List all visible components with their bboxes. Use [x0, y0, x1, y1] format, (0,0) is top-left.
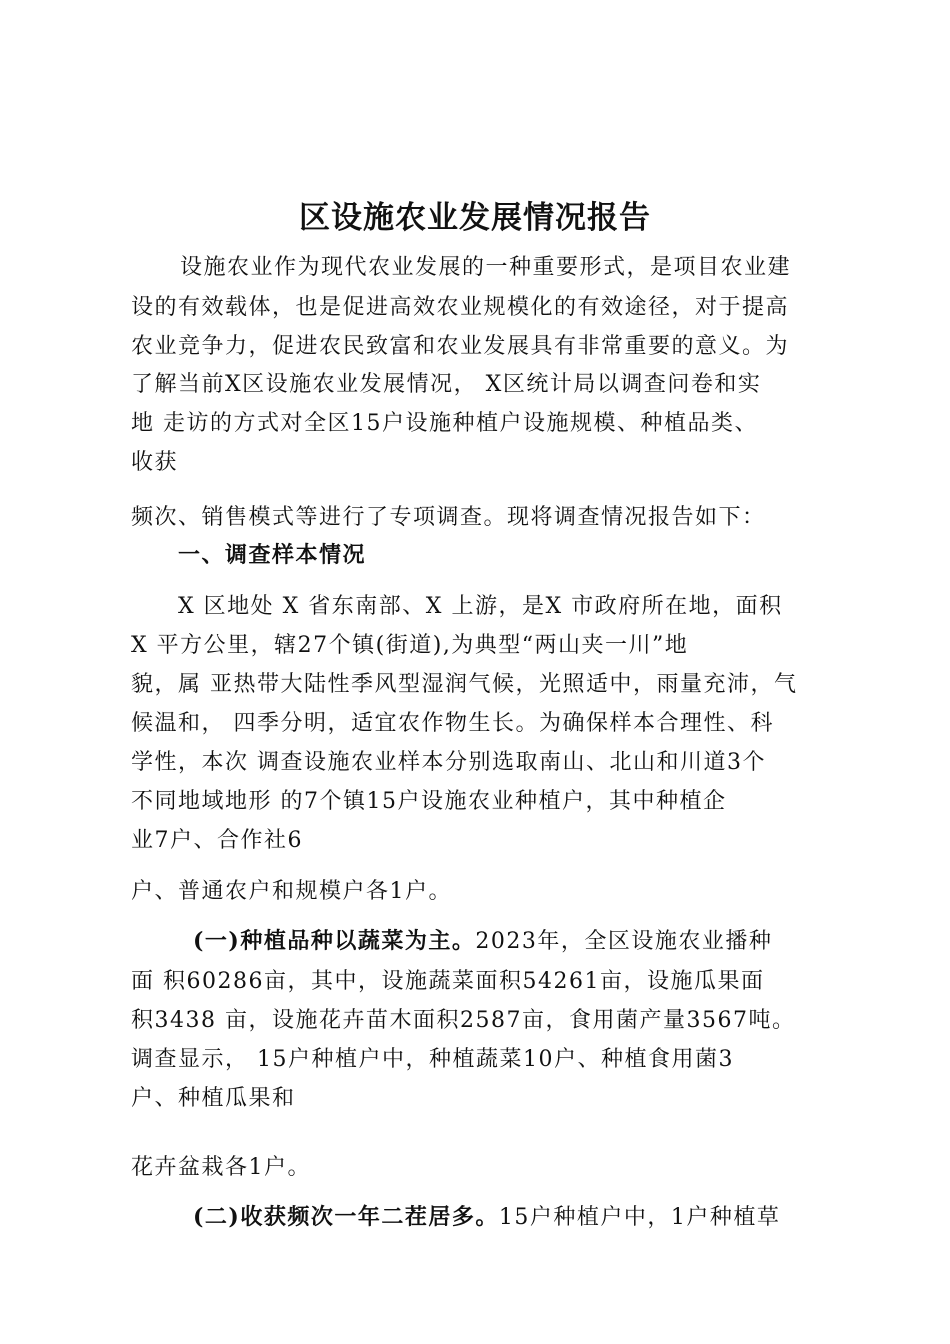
section1-line-8: 户、普通农户和规模户各1户。 — [131, 879, 452, 904]
subsection-2-first-line — [193, 1202, 780, 1233]
subsection-2-heading: (二)收获频次一年二茬居多。 — [193, 1204, 499, 1230]
subsection-1-line-5: 户、种植瓜果和 — [131, 1086, 296, 1111]
section1-line-2: X 平方公里，辖27个镇(街道),为典型“两山夹一川”地 — [131, 633, 689, 658]
subsection-1-heading: (一)种植品种以蔬菜为主。 — [193, 928, 476, 954]
section1-line-5: 学性，本次 调查设施农业样本分别选取南山、北山和川道3个 — [131, 750, 766, 775]
subsection-1-first-line — [193, 926, 772, 957]
document-title: 区设施农业发展情况报告 — [299, 200, 651, 236]
section1-line-3: 貌，属 亚热带大陆性季风型湿润气候，光照适中，雨量充沛，气 — [131, 672, 798, 697]
section-heading-survey-sample: 一、调查样本情况 — [178, 543, 367, 568]
subsection-1-line-4: 调查显示， 15户种植户中，种植蔬菜10户、种植食用菌3 — [131, 1047, 734, 1072]
intro-line-3: 农业竞争力，促进农民致富和农业发展具有非常重要的意义。为 — [131, 334, 790, 359]
section1-line-6: 不同地域地形 的7个镇15户设施农业种植户，其中种植企 — [131, 789, 727, 814]
intro-line-7: 频次、销售模式等进行了专项调查。现将调查情况报告如下： — [131, 505, 766, 530]
subsection-2-first-line-text: 15户种植户中，1户种植草 — [498, 1205, 781, 1230]
intro-line-2: 设的有效载体，也是促进高效农业规模化的有效途径，对于提高 — [131, 295, 790, 320]
subsection-1-line-2: 面 积60286亩，其中，设施蔬菜面积54261亩，设施瓜果面 — [131, 969, 765, 994]
intro-line-5: 地 走访的方式对全区15户设施种植户设施规模、种植品类、 — [131, 411, 758, 436]
subsection-1-line-3: 积3438 亩，设施花卉苗木面积2587亩，食用菌产量3567吨。 — [131, 1008, 796, 1033]
subsection-1-first-line-text: 2023年，全区设施农业播种 — [475, 929, 773, 954]
section1-line-4: 候温和， 四季分明，适宜农作物生长。为确保样本合理性、科 — [131, 711, 774, 736]
section1-line-1: X 区地处 X 省东南部、X 上游，是X 市政府所在地，面积 — [178, 594, 783, 619]
subsection-1-line-6: 花卉盆栽各1户。 — [131, 1155, 311, 1180]
intro-line-4: 了解当前X区设施农业发展情况， X区统计局以调查问卷和实 — [131, 372, 762, 397]
intro-line-6: 收获 — [131, 450, 179, 475]
section1-line-7: 业7户、合作社6 — [131, 828, 303, 853]
intro-line-1: 设施农业作为现代农业发展的一种重要形式，是项目农业建 — [180, 255, 792, 280]
